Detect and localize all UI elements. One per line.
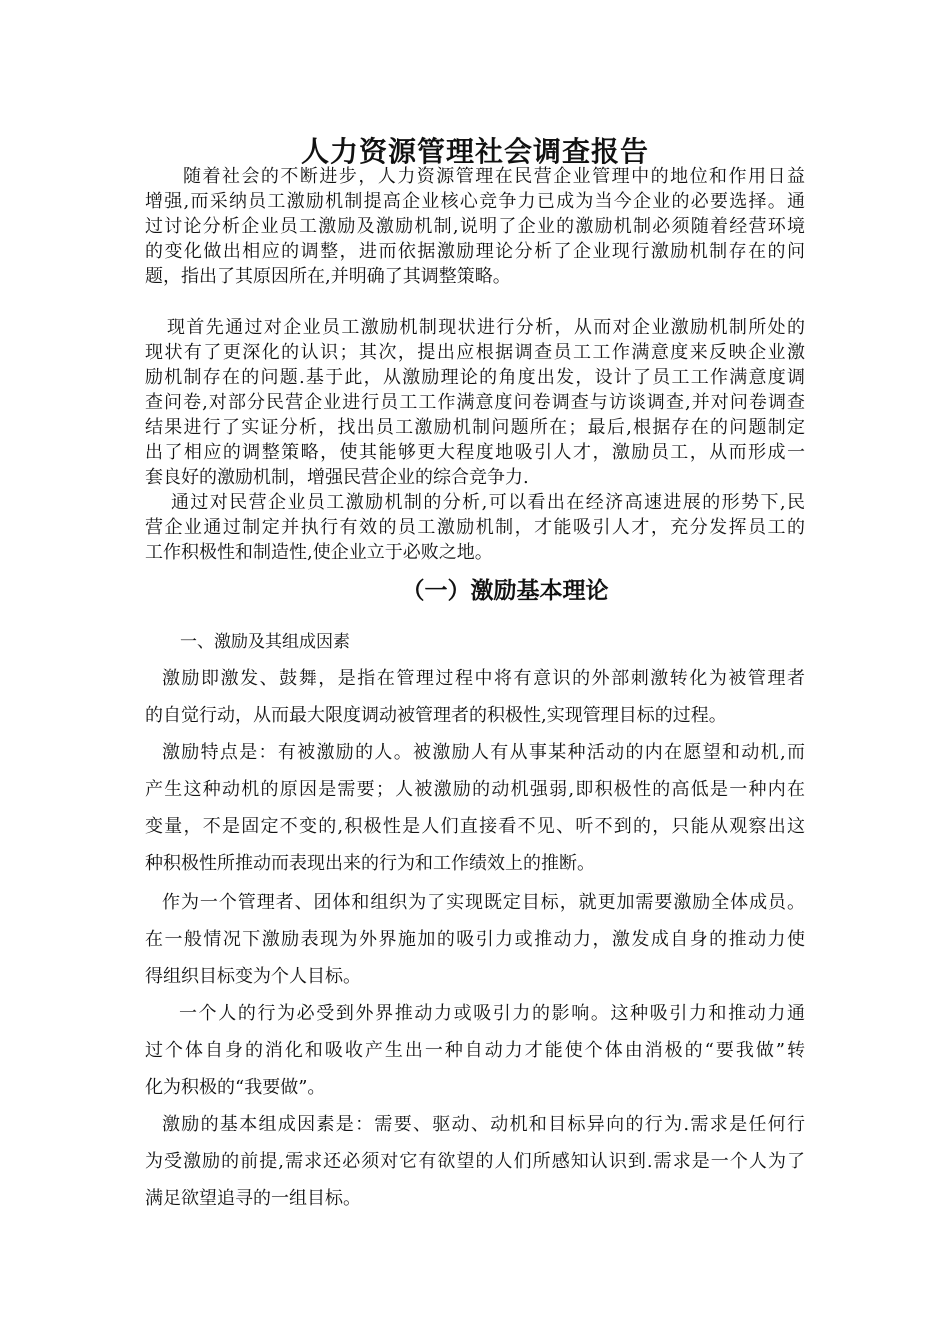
text-line: 营企业通过制定并执行有效的员工激励机制，才能吸引人才，充分发挥员工的	[145, 517, 805, 538]
body-paragraph-5	[145, 1106, 805, 1217]
text-line: 化为积极的“我要做”。	[145, 1077, 326, 1098]
document-title: 人力资源管理社会调查报告	[300, 135, 649, 168]
intro-paragraph-1	[145, 164, 805, 289]
text-line: 现首先通过对企业员工激励机制现状进行分析，从而对企业激励机制所处的	[167, 317, 805, 338]
text-line: 为受激励的前提,需求还必须对它有欲望的人们所感知认识到.需求是一个人为了	[145, 1151, 805, 1172]
text-line: 增强,而采纳员工激励机制提高企业核心竞争力已成为当今企业的必要选择。通	[145, 191, 805, 212]
section-heading: （一）激励基本理论	[401, 578, 609, 604]
text-line: 出了相应的调整策略，使其能够更大程度地吸引人才，激励员工，从而形成一	[145, 442, 805, 463]
body-paragraph-1	[145, 660, 805, 734]
subsection-heading: 一、激励及其组成因素	[180, 632, 350, 652]
text-line: 随着社会的不断进步，人力资源管理在民营企业管理中的地位和作用日益	[183, 166, 805, 187]
text-line: 励机制存在的问题.基于此，从激励理论的角度出发，设计了员工工作满意度调	[145, 367, 805, 388]
text-line: 满足欲望追寻的一组目标。	[145, 1188, 361, 1209]
text-line: 通过对民营企业员工激励机制的分析,可以看出在经济高速进展的形势下,民	[171, 492, 805, 513]
text-line: 变量，不是固定不变的,积极性是人们直接看不见、听不到的，只能从观察出这	[145, 816, 805, 837]
text-line: 激励的基本组成因素是：需要、驱动、动机和目标异向的行为.需求是任何行	[162, 1114, 805, 1135]
text-line: 激励特点是：有被激励的人。被激励人有从事某种活动的内在愿望和动机,而	[162, 742, 805, 763]
text-line: 结果进行了实证分析，找出员工激励机制问题所在；最后,根据存在的问题制定	[145, 417, 805, 438]
text-line: 过讨论分析企业员工激励及激励机制,说明了企业的激励机制必须随着经营环境	[145, 216, 805, 237]
body-paragraph-3	[145, 884, 805, 995]
text-line: 现状有了更深化的认识；其次，提出应根据调查员工工作满意度来反映企业激	[145, 342, 805, 363]
text-line: 的自觉行动，从而最大限度调动被管理者的积极性,实现管理目标的过程。	[145, 705, 727, 726]
text-line: 题，指出了其原因所在,并明确了其调整策略。	[145, 266, 511, 287]
text-line: 在一般情况下激励表现为外界施加的吸引力或推动力，激发成自身的推动力使	[145, 929, 805, 950]
text-line: 套良好的激励机制，增强民营企业的综合竞争力.	[145, 467, 529, 488]
intro-paragraph-3	[145, 490, 805, 565]
text-line: 一个人的行为必受到外界推动力或吸引力的影响。这种吸引力和推动力通	[179, 1003, 805, 1024]
text-line: 工作积极性和制造性,使企业立于必败之地。	[145, 542, 493, 563]
text-line: 作为一个管理者、团体和组织为了实现既定目标，就更加需要激励全体成员。	[162, 892, 805, 913]
text-line: 产生这种动机的原因是需要；人被激励的动机强弱,即积极性的高低是一种内在	[145, 779, 805, 800]
text-line: 的变化做出相应的调整，进而依据激励理论分析了企业现行激励机制存在的问	[145, 241, 805, 262]
text-line: 查问卷,对部分民营企业进行员工工作满意度问卷调查与访谈调查,并对问卷调查	[145, 392, 805, 413]
intro-paragraph-2	[145, 315, 805, 490]
text-line: 激励即激发、鼓舞，是指在管理过程中将有意识的外部刺激转化为被管理者	[162, 668, 805, 689]
body-paragraph-2	[145, 734, 805, 882]
text-line: 过个体自身的消化和吸收产生出一种自动力才能使个体由消极的“要我做”转	[145, 1040, 805, 1061]
text-line: 种积极性所推动而表现出来的行为和工作绩效上的推断。	[145, 853, 595, 874]
body-paragraph-4	[145, 995, 805, 1106]
text-line: 得组织目标变为个人目标。	[145, 966, 361, 987]
